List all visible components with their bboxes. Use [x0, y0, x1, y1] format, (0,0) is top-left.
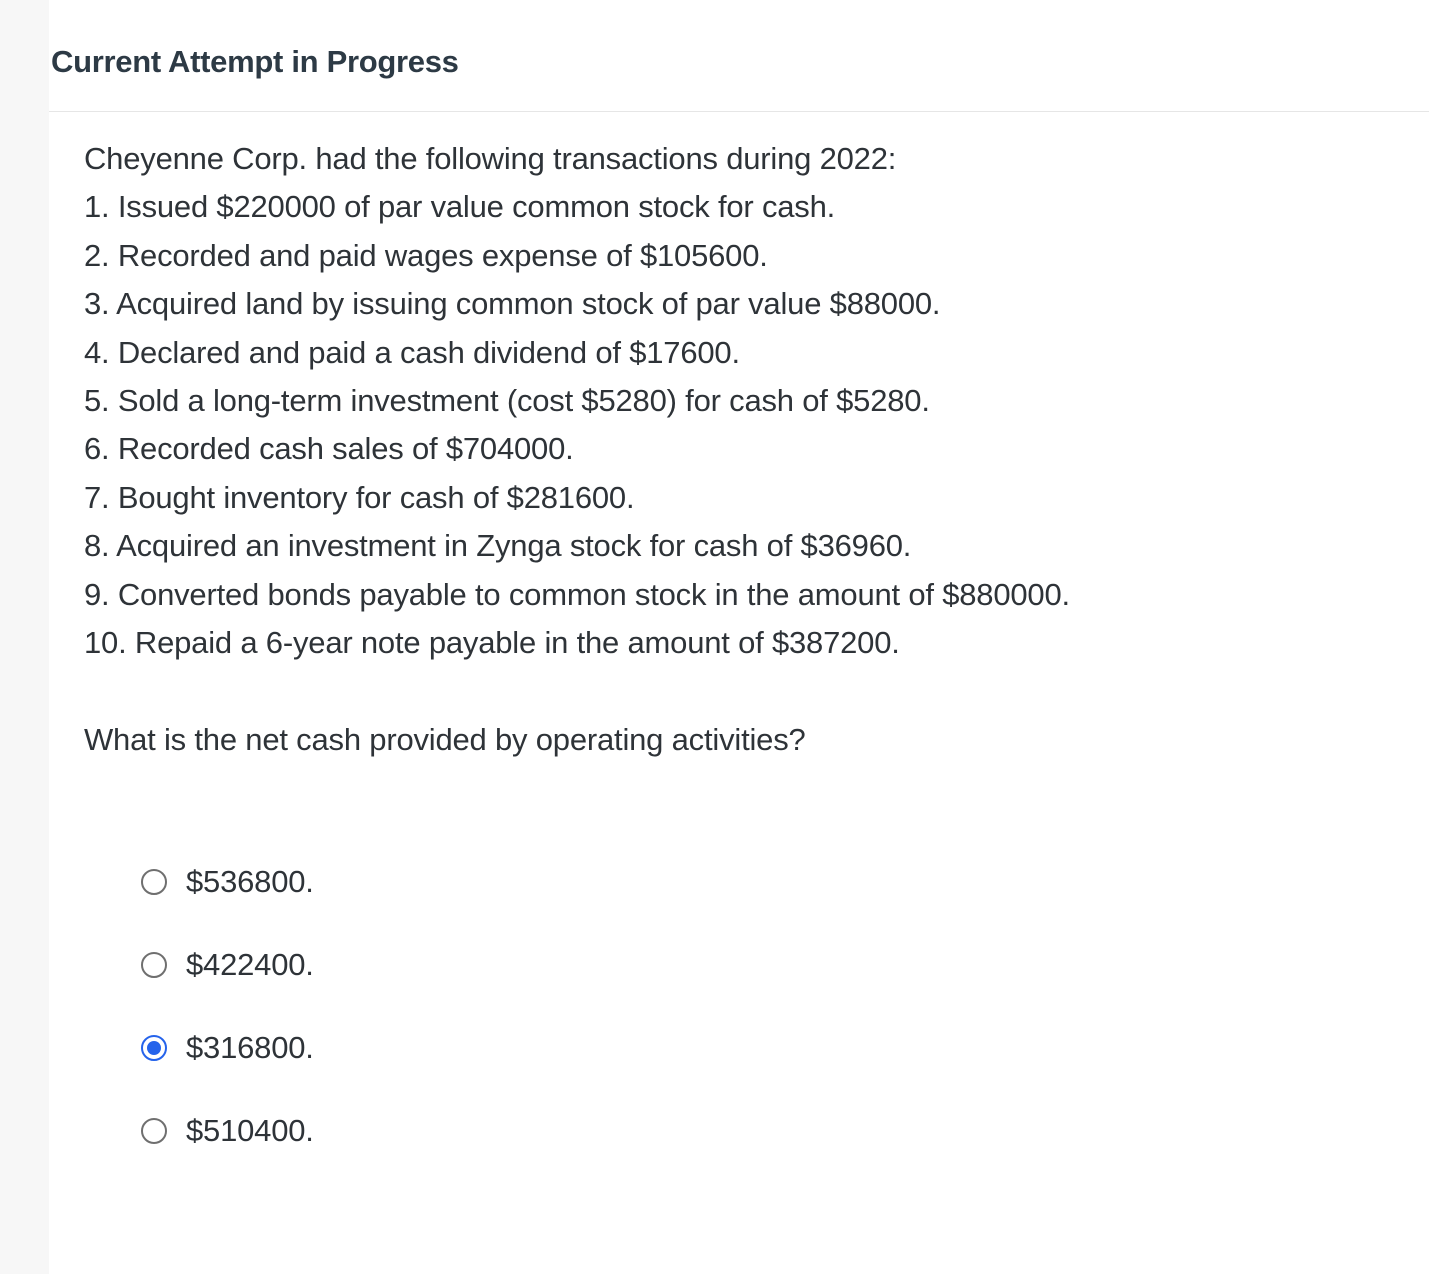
answer-option-3[interactable]: [139, 1022, 459, 1074]
answer-option-label: $316800.: [186, 1030, 314, 1065]
page-header: [49, 0, 1429, 112]
transaction-item-2: 2. Recorded and paid wages expense of $105600.: [84, 237, 768, 273]
answer-option-4[interactable]: [139, 1105, 459, 1157]
answer-option-label: $536800.: [186, 864, 314, 899]
radio-button[interactable]: [141, 869, 167, 895]
question-intro: Cheyenne Corp. had the following transactions during 2022:: [84, 141, 897, 176]
transaction-item-10: 10. Repaid a 6-year note payable in the amount of $387200.: [84, 625, 900, 661]
radio-button[interactable]: [141, 952, 167, 978]
answer-option-label: $510400.: [186, 1113, 314, 1148]
transaction-item-5: 5. Sold a long-term investment (cost $5280) for cash of $5280.: [84, 383, 930, 419]
left-rail: [0, 0, 49, 1274]
answer-option-2[interactable]: [139, 939, 459, 991]
transaction-item-3: 3. Acquired land by issuing common stock of par value $88000.: [84, 286, 941, 322]
transaction-item-1: 1. Issued $220000 of par value common stock for cash.: [84, 189, 836, 225]
transaction-item-6: 6. Recorded cash sales of $704000.: [84, 431, 574, 467]
transaction-item-8: 8. Acquired an investment in Zynga stock for cash of $36960.: [84, 528, 912, 564]
radio-button-selected[interactable]: [141, 1035, 167, 1061]
question-text: [84, 135, 1384, 667]
transaction-item-9: 9. Converted bonds payable to common stock in the amount of $880000.: [84, 576, 1070, 612]
transaction-item-7: 7. Bought inventory for cash of $281600.: [84, 479, 635, 515]
answer-option-label: $422400.: [186, 947, 314, 982]
answer-option-1[interactable]: [139, 856, 459, 908]
transaction-item-4: 4. Declared and paid a cash dividend of $17600.: [84, 334, 740, 370]
radio-button[interactable]: [141, 1118, 167, 1144]
page-title: Current Attempt in Progress: [51, 44, 459, 79]
question-prompt: What is the net cash provided by operating activities?: [84, 722, 806, 757]
